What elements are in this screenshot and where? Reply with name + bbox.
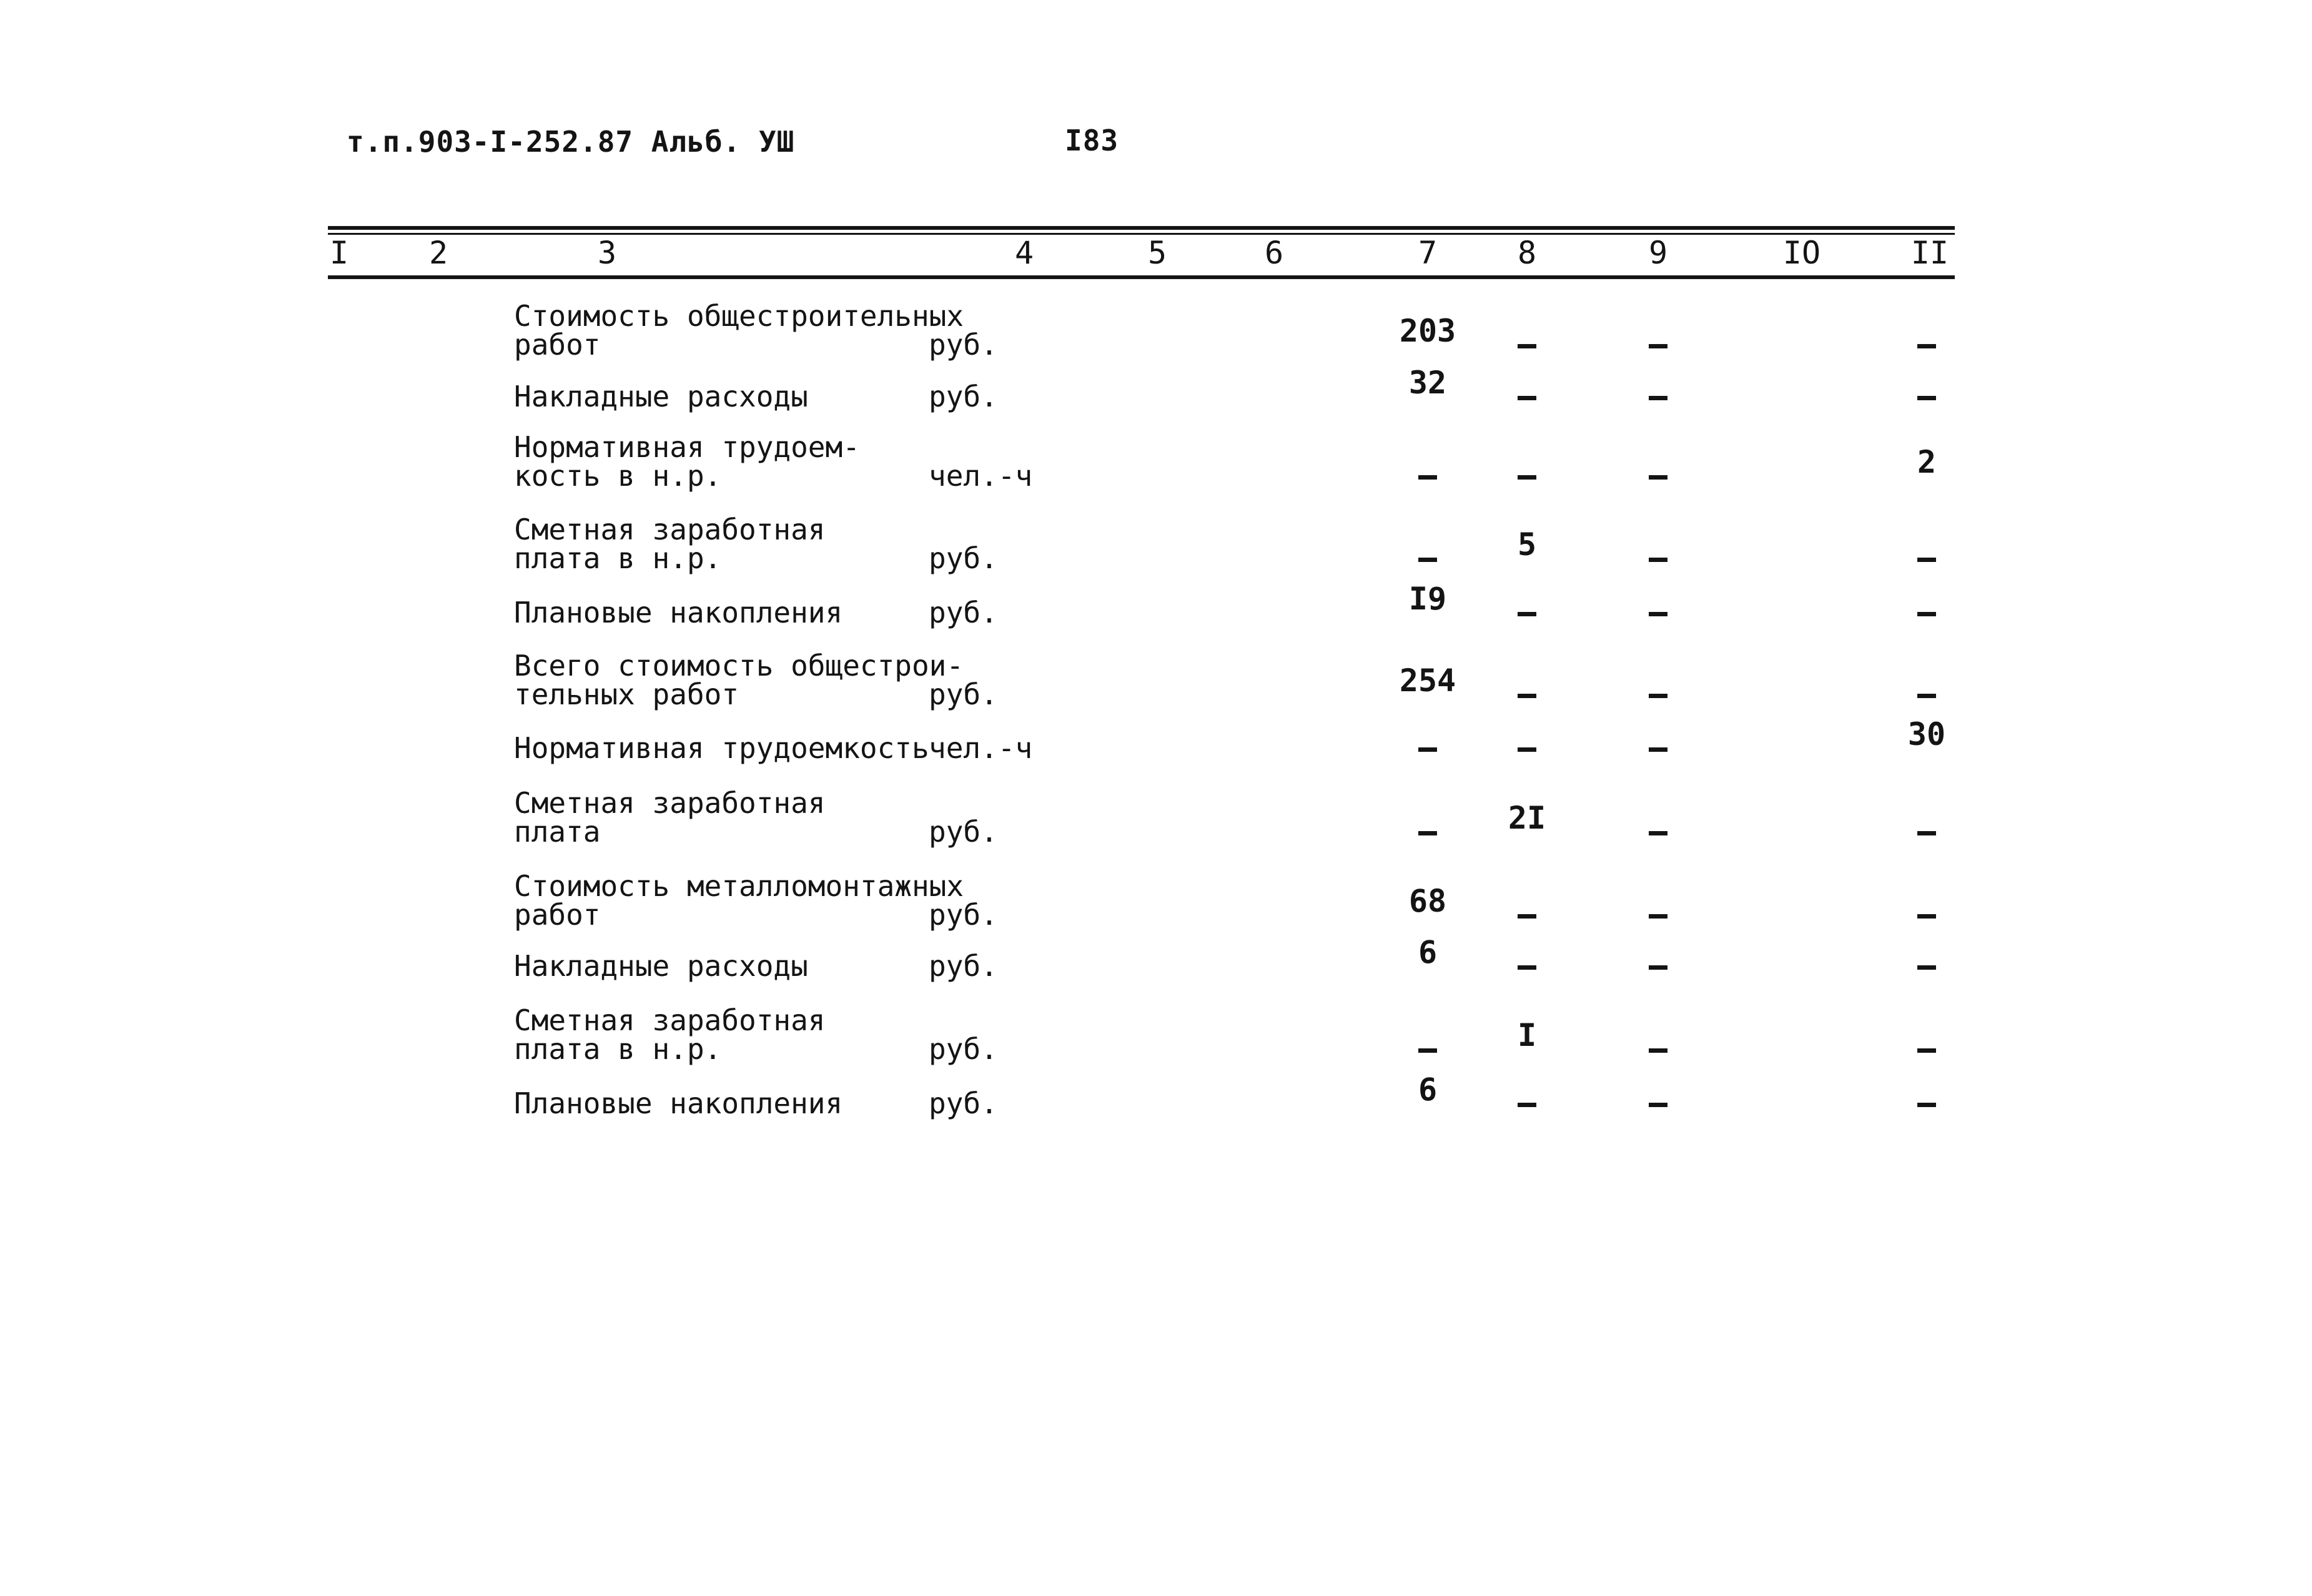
row-name: Всего стоимость общестрои- тельных работ	[514, 649, 964, 711]
row-unit: руб.	[929, 949, 998, 983]
row-unit: руб.	[929, 677, 998, 711]
row-c8-dash	[1518, 475, 1536, 480]
row-c7-value: 203	[1399, 313, 1456, 349]
row-c7-dash	[1418, 1048, 1437, 1053]
row-name: Плановые накопления	[514, 1086, 843, 1120]
row-c9-dash	[1649, 1048, 1667, 1053]
column-number-10: IO	[1782, 235, 1821, 271]
row-c11-dash	[1917, 1103, 1936, 1107]
row-c8-dash	[1518, 747, 1536, 752]
row-c11-dash	[1917, 612, 1936, 616]
row-name: Сметная заработная плата	[514, 786, 826, 849]
row-name: Накладные расходы	[514, 949, 808, 983]
row-c11-dash	[1917, 831, 1936, 835]
column-number-4: 4	[1014, 235, 1034, 271]
row-c8-dash	[1518, 612, 1536, 616]
row-c7-value: I9	[1408, 581, 1447, 617]
row-c8-dash	[1518, 965, 1536, 970]
table-top-rule	[328, 226, 1955, 230]
row-unit: руб.	[929, 328, 998, 362]
row-c8-dash	[1518, 1103, 1536, 1107]
page-number: I83	[1065, 124, 1119, 157]
column-number-8: 8	[1517, 235, 1537, 271]
header-bottom-rule	[328, 275, 1955, 279]
row-name: Нормативная трудоемкость	[514, 731, 929, 765]
row-name: Плановые накопления	[514, 596, 843, 629]
row-name: Сметная заработная плата в н.р.	[514, 513, 826, 575]
row-unit: чел.-ч	[929, 459, 1033, 493]
row-c8-value: 5	[1517, 526, 1537, 563]
row-c7-value: 6	[1418, 1071, 1438, 1108]
row-unit: руб.	[929, 1086, 998, 1120]
column-number-11: II	[1910, 235, 1949, 271]
row-c9-dash	[1649, 694, 1667, 698]
row-c9-dash	[1649, 965, 1667, 970]
row-unit: руб.	[929, 815, 998, 849]
row-name: Сметная заработная плата в н.р.	[514, 1003, 826, 1066]
row-c9-dash	[1649, 1103, 1667, 1107]
row-c8-dash	[1518, 396, 1536, 400]
row-unit: руб.	[929, 1032, 998, 1066]
row-c11-value: 30	[1907, 716, 1946, 752]
column-number-2: 2	[428, 235, 448, 271]
row-c11-dash	[1917, 965, 1936, 970]
row-name: Стоимость металломонтажных работ	[514, 869, 964, 932]
column-number-1: I	[329, 235, 349, 271]
row-c9-dash	[1649, 475, 1667, 480]
row-c9-dash	[1649, 344, 1667, 348]
row-name: Нормативная трудоем- кость в н.р.	[514, 430, 860, 493]
row-c9-dash	[1649, 558, 1667, 562]
row-unit: руб.	[929, 596, 998, 629]
row-c11-dash	[1917, 558, 1936, 562]
row-c11-dash	[1917, 694, 1936, 698]
row-unit: чел.-ч	[929, 731, 1033, 765]
row-unit: руб.	[929, 541, 998, 575]
row-c7-value: 6	[1418, 934, 1438, 970]
row-unit: руб.	[929, 898, 998, 932]
column-number-7: 7	[1418, 235, 1438, 271]
row-c9-dash	[1649, 612, 1667, 616]
row-c7-dash	[1418, 558, 1437, 562]
row-c9-dash	[1649, 831, 1667, 835]
row-c9-dash	[1649, 914, 1667, 919]
row-c8-dash	[1518, 344, 1536, 348]
row-c8-dash	[1518, 694, 1536, 698]
row-c11-value: 2	[1917, 444, 1937, 480]
row-c7-dash	[1418, 831, 1437, 835]
row-c7-dash	[1418, 747, 1437, 752]
row-c11-dash	[1917, 344, 1936, 348]
row-c7-value: 254	[1399, 663, 1456, 699]
row-c11-dash	[1917, 914, 1936, 919]
row-name: Стоимость общестроительных работ	[514, 299, 964, 362]
document-reference: т.п.903-I-252.87 Альб. УШ	[347, 125, 795, 159]
row-c11-dash	[1917, 1048, 1936, 1053]
row-c11-dash	[1917, 396, 1936, 400]
column-number-5: 5	[1147, 235, 1167, 271]
row-unit: руб.	[929, 380, 998, 413]
row-c7-value: 32	[1408, 365, 1447, 401]
column-number-3: 3	[597, 235, 617, 271]
column-number-6: 6	[1264, 235, 1284, 271]
row-c7-value: 68	[1408, 883, 1447, 919]
row-c8-dash	[1518, 914, 1536, 919]
row-c7-dash	[1418, 475, 1437, 480]
row-name: Накладные расходы	[514, 380, 808, 413]
row-c8-value: I	[1517, 1017, 1537, 1053]
row-c8-value: 2I	[1508, 800, 1546, 836]
row-c9-dash	[1649, 747, 1667, 752]
column-number-9: 9	[1648, 235, 1668, 271]
row-c9-dash	[1649, 396, 1667, 400]
